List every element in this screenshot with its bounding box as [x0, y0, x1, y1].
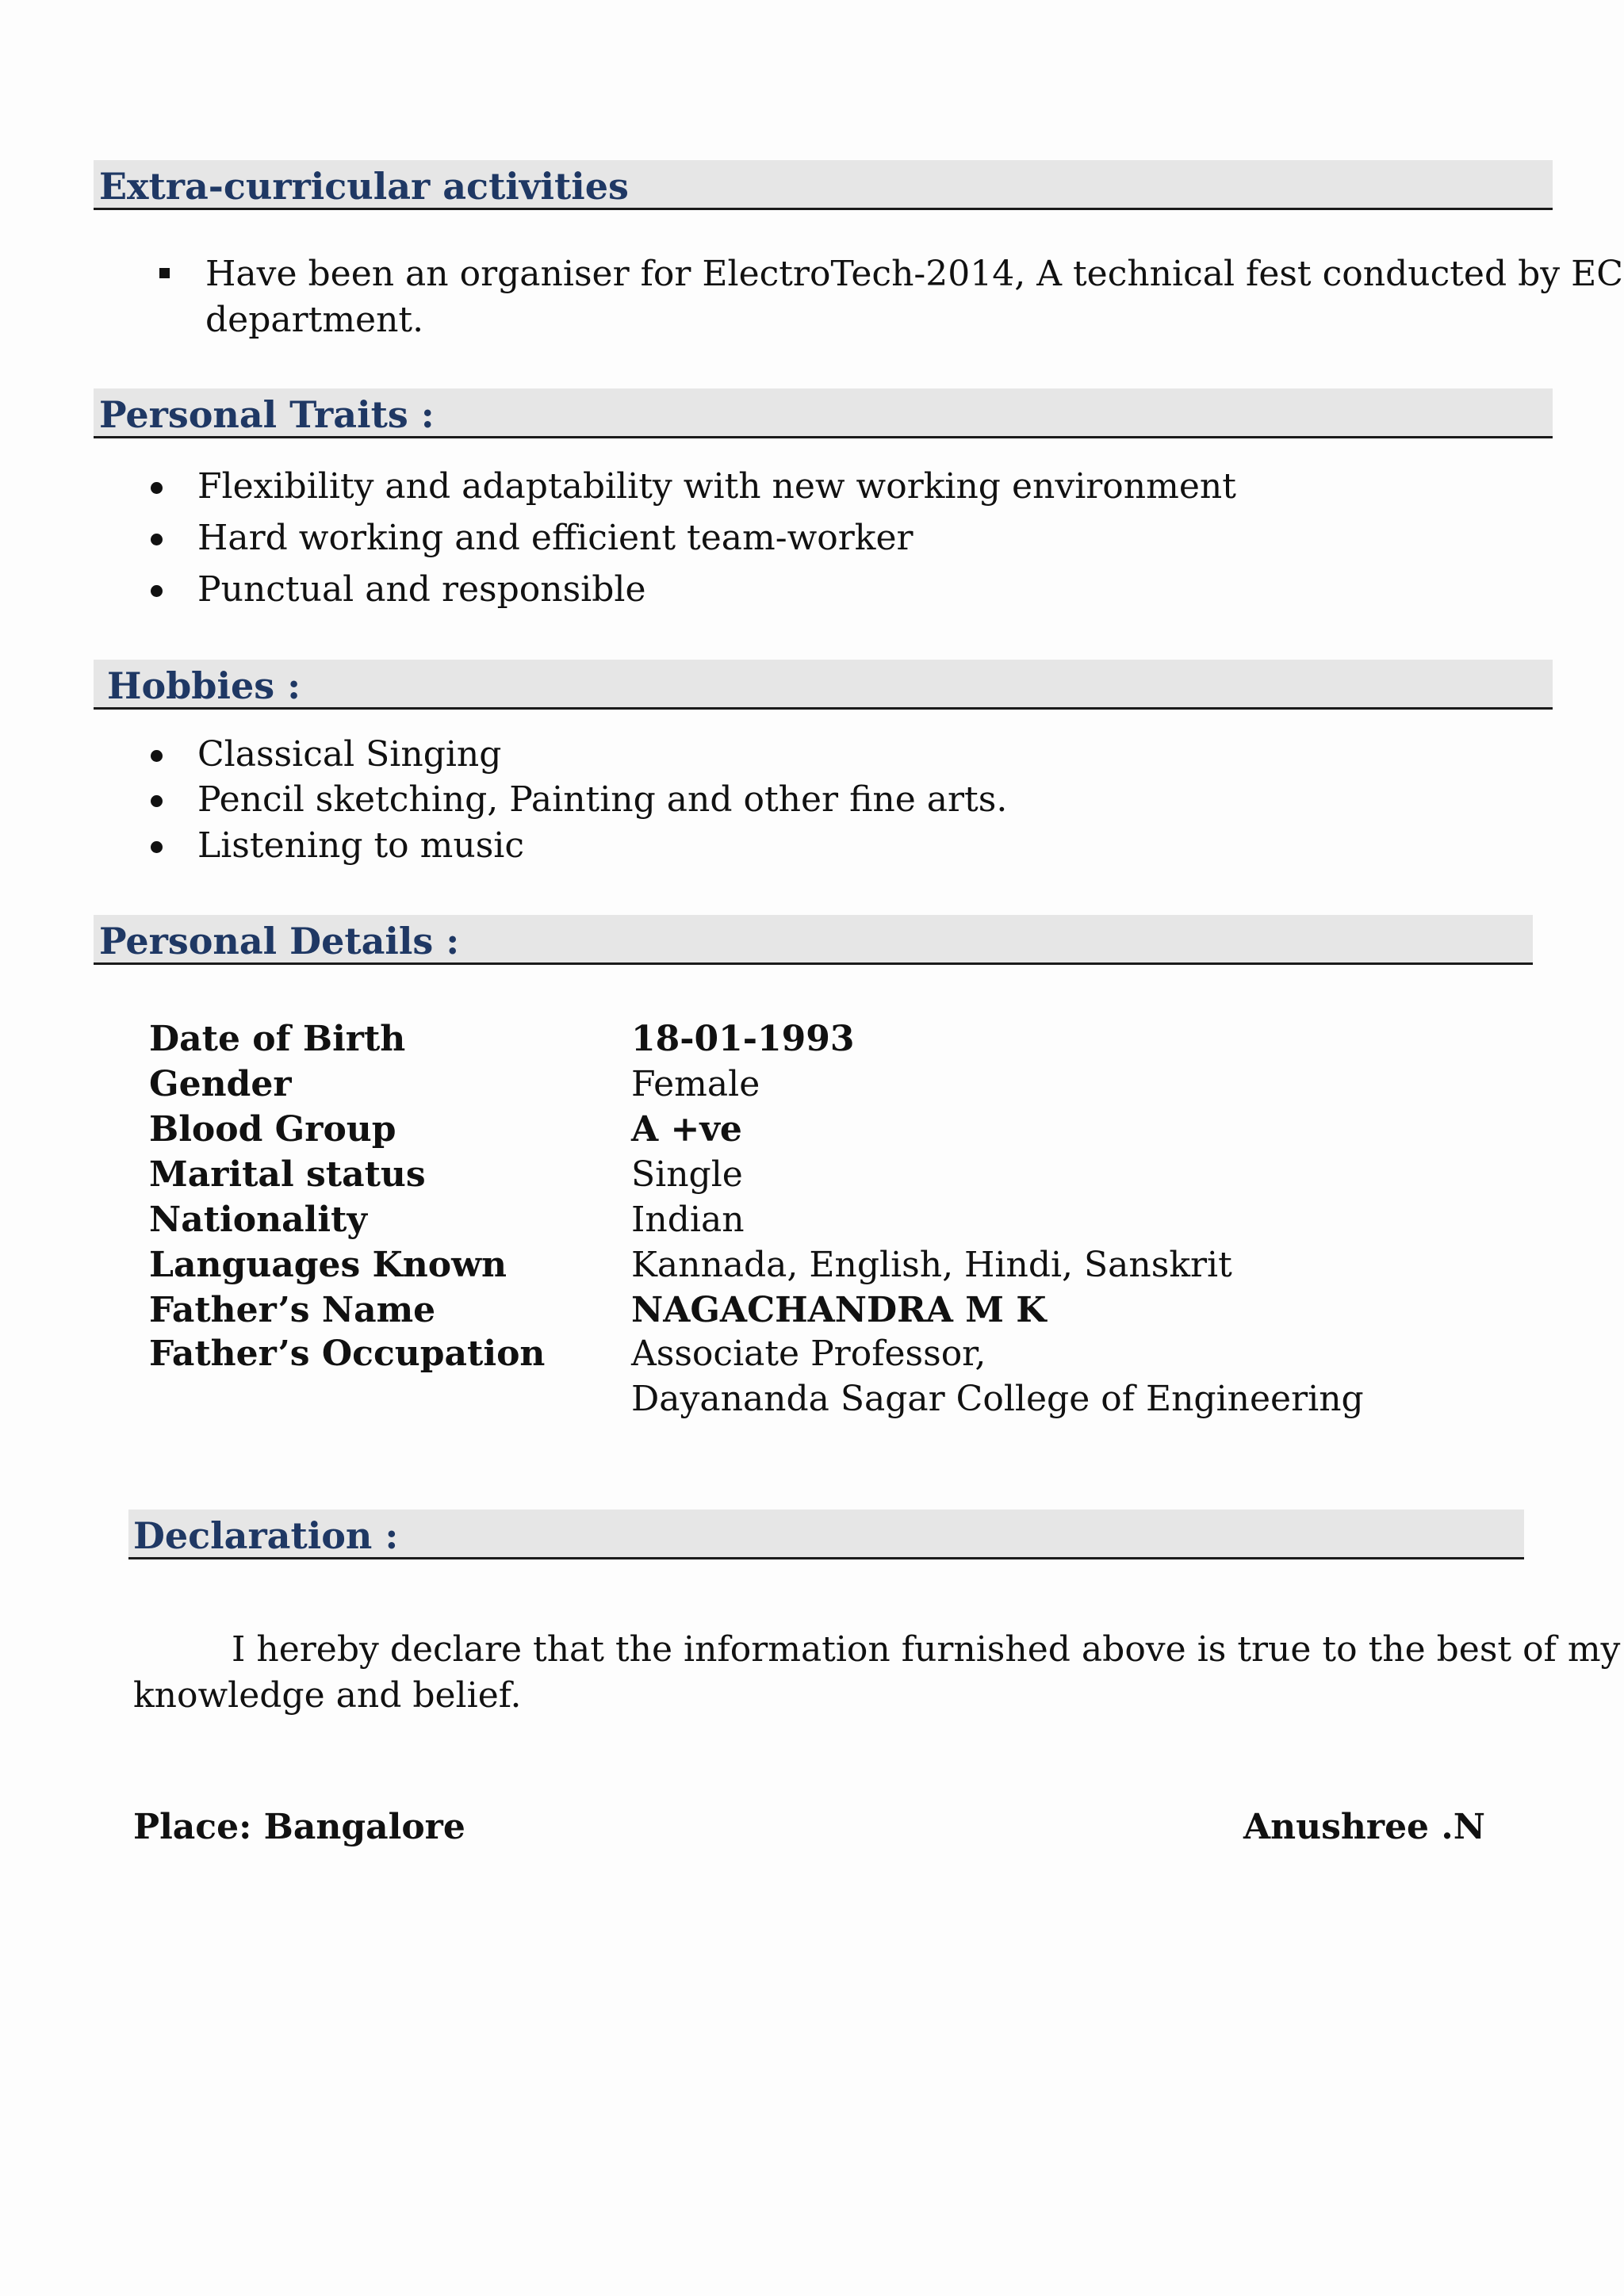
detail-value-fathers-occupation: Associate Professor, [631, 1334, 986, 1374]
square-bullet-icon [159, 268, 170, 278]
signature-name: Anushree .N [1243, 1807, 1485, 1847]
section-header-personal-traits [94, 388, 1553, 438]
detail-label-blood-group: Blood Group [149, 1109, 396, 1150]
extra-curricular-item-line1: Have been an organiser for ElectroTech-2014, A technical fest conducted by EC [205, 254, 1623, 294]
section-header-declaration [128, 1510, 1524, 1559]
section-header-extra-curricular [94, 160, 1553, 210]
section-title-declaration: Declaration : [133, 1514, 399, 1557]
hobby-item: Pencil sketching, Painting and other fine arts. [197, 779, 1008, 820]
detail-label-date-of-birth: Date of Birth [149, 1019, 406, 1059]
trait-item: Hard working and efficient team-worker [197, 518, 914, 558]
bullet-icon [151, 795, 163, 807]
section-title-extra-curricular: Extra-curricular activities [99, 165, 629, 208]
declaration-text-line1: I hereby declare that the information furnished above is true to the best of my [232, 1629, 1621, 1670]
trait-item: Punctual and responsible [197, 569, 646, 610]
detail-value-fathers-occupation-line2: Dayananda Sagar College of Engineering [631, 1379, 1364, 1419]
detail-label-fathers-occupation: Father’s Occupation [149, 1334, 546, 1374]
hobby-item: Classical Singing [197, 734, 502, 775]
detail-value-blood-group: A +ve [631, 1109, 742, 1150]
detail-value-marital-status: Single [631, 1154, 743, 1195]
section-title-hobbies: Hobbies : [107, 664, 301, 707]
detail-value-nationality: Indian [631, 1200, 745, 1240]
detail-value-fathers-name: NAGACHANDRA M K [631, 1290, 1047, 1330]
detail-label-nationality: Nationality [149, 1200, 367, 1240]
bullet-icon [151, 534, 163, 545]
extra-curricular-item-line2: department. [205, 300, 424, 340]
trait-item: Flexibility and adaptability with new working environment [197, 466, 1236, 507]
bullet-icon [151, 750, 163, 762]
bullet-icon [151, 482, 163, 494]
section-header-personal-details [94, 915, 1533, 965]
bullet-icon [151, 585, 163, 597]
section-header-hobbies [94, 660, 1553, 710]
bullet-icon [151, 841, 163, 853]
declaration-text-line2: knowledge and belief. [133, 1675, 522, 1716]
detail-label-fathers-name: Father’s Name [149, 1290, 436, 1330]
detail-value-date-of-birth: 18-01-1993 [631, 1019, 855, 1059]
detail-value-gender: Female [631, 1064, 760, 1104]
hobby-item: Listening to music [197, 825, 525, 866]
section-title-personal-traits: Personal Traits : [99, 393, 435, 436]
detail-value-languages: Kannada, English, Hindi, Sanskrit [631, 1245, 1232, 1285]
detail-label-languages: Languages Known [149, 1245, 507, 1285]
detail-label-marital-status: Marital status [149, 1154, 426, 1195]
detail-label-gender: Gender [149, 1064, 292, 1104]
section-title-personal-details: Personal Details : [99, 920, 460, 962]
place-text: Place: Bangalore [133, 1807, 465, 1847]
